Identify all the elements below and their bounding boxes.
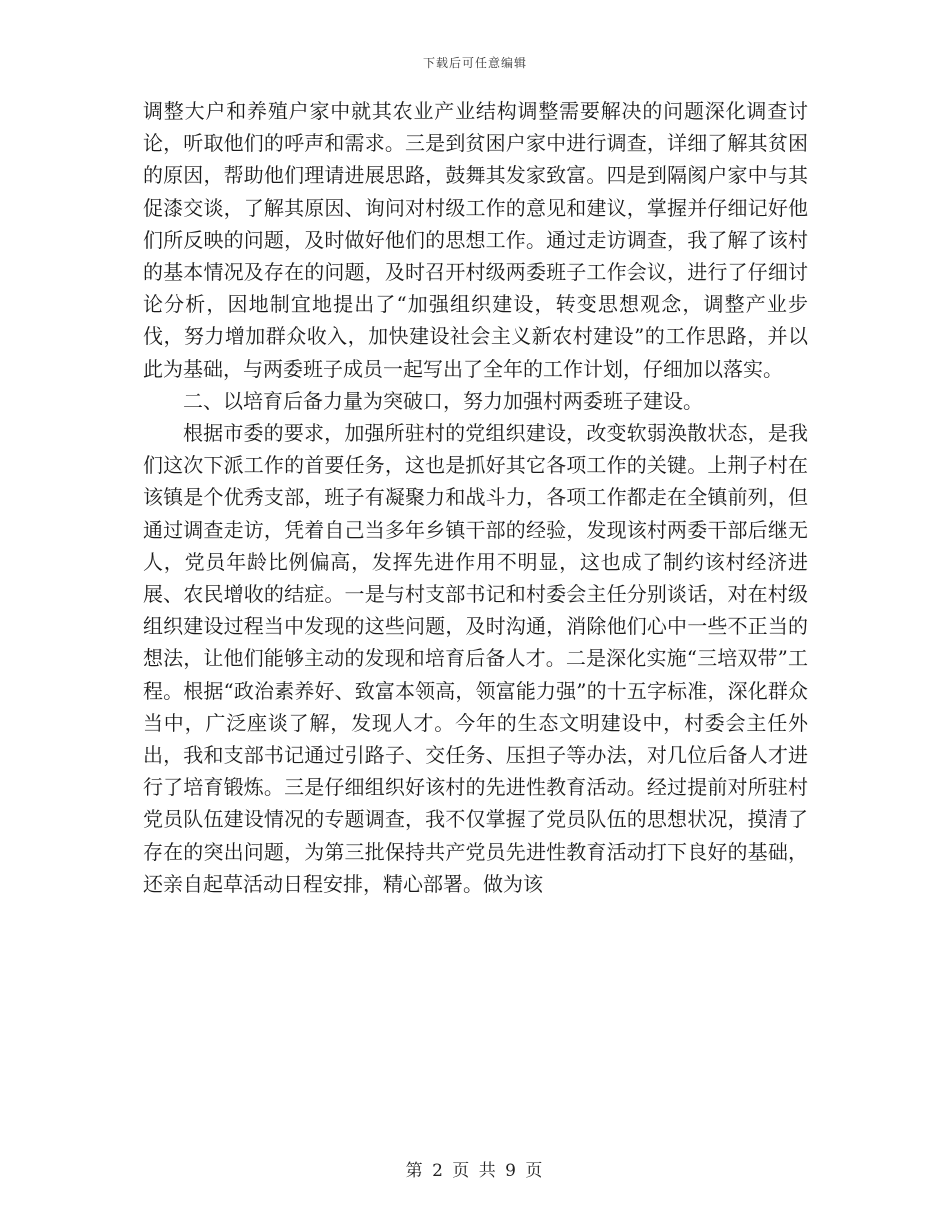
paragraph-3: 根据市委的要求，加强所驻村的党组织建设，改变软弱涣散状态，是我们这次下派工作的首要任务，这也是抓好其它各项工作的关键。上荆子村在该镇是个优秀支部，班子有凝聚力和战斗力，各项工作都走在全镇前列，但通过调查走访，凭着自己当多年乡镇干部的经验，发现该村两委干部后继无人，党员年龄比例偏高，发挥先进作用不明显，这也成了制约该村经济进展、农民增收的结症。一是与村支部书记和村委会主任分别谈话，对在村级组织建设过程当中发现的这些问题，及时沟通，消除他们心中一些不正当的想法，让他们能够主动的发现和培育后备人才。二是深化实施“三培双带”工程。根据“政治素养好、致富本领高，领富能力强”的十五字标准，深化群众当中，广泛座谈了解，发现人才。今年的生态文明建设中，村委会主任外出，我和支部书记通过引路子、交任务、压担子等办法，对几位后备人才进行了培育锻炼。三是仔细组织好该村的先进性教育活动。经过提前对所驻村党员队伍建设情况的专题调查，我不仅掌握了党员队伍的思想状况，摸清了存在的突出问题，为第三批保持共产党员先进性教育活动打下良好的基础，还亲自起草活动日程安排，精心部署。做为该 [143, 421, 808, 896]
section-heading-2: 二、以培育后备力量为突破口，努力加强村两委班子建设。 [183, 388, 703, 413]
document-body [143, 95, 808, 900]
page-number: 第 2 页 共 9 页 [405, 1161, 545, 1181]
paragraph-1: 调整大户和养殖户家中就其农业产业结构调整需要解决的问题深化调查讨论，听取他们的呼声和需求。三是到贫困户家中进行调查，详细了解其贫困的原因，帮助他们理请进展思路，鼓舞其发家致富。四是到隔阂户家中与其促漆交谈，了解其原因、询问对村级工作的意见和建议，掌握并仔细记好他们所反映的问题，及时做好他们的思想工作。通过走访调查，我了解了该村的基本情况及存在的问题，及时召开村级两委班子工作会议，进行了仔细讨论分析，因地制宜地提出了“加强组织建设，转变思想观念，调整产业步伐，努力增加群众收入，加快建设社会主义新农村建设”的工作思路，并以此为基础，与两委班子成员一起写出了全年的工作计划，仔细加以落实。 [143, 99, 808, 381]
page-header: 下载后可任意编辑 [422, 56, 527, 70]
